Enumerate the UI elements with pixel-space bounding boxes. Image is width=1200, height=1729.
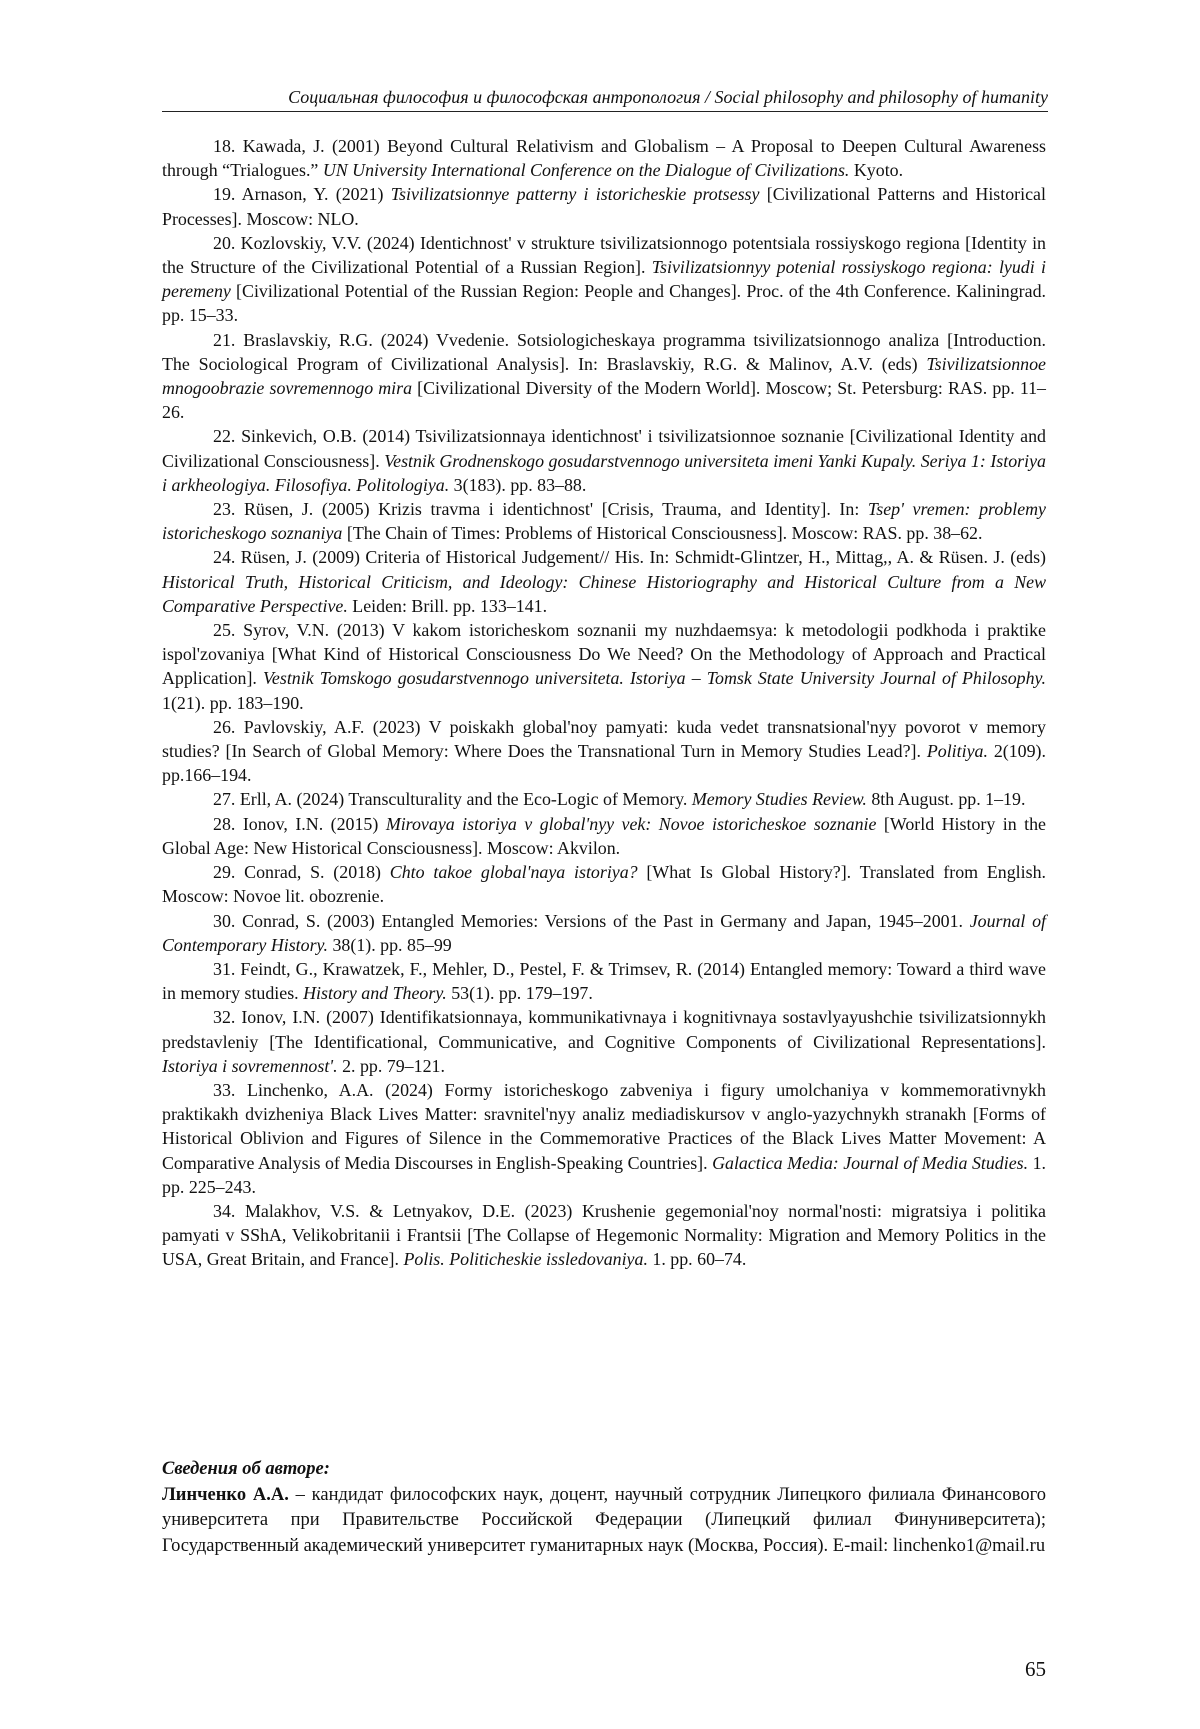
reference-text: 27. Erll, A. (2024) Transculturality and the Eco-Logic of Memory. xyxy=(213,789,692,810)
reference-italic-text: Galactica Media: Journal of Media Studies. xyxy=(712,1152,1029,1173)
reference-text: 29. Conrad, S. (2018) xyxy=(213,862,390,883)
reference-text: 32. Ionov, I.N. (2007) Identifikatsionnaya, kommunikativnaya i kognitivnaya sostavlyayushchie tsivilizatsionnykh predstavleniy [The Identificational, Communicative, and Cognitive Components of Civilizational Representations]. xyxy=(162,1007,1046,1052)
reference-text: 24. Rüsen, J. (2009) Criteria of Historical Judgement// His. In: Schmidt-Glintzer, H., Mittag,, A. & Rüsen. J. (eds) xyxy=(213,547,1046,568)
reference-text: [The Chain of Times: Problems of Historical Consciousness]. Moscow: RAS. pp. 38–62. xyxy=(342,523,983,544)
reference-text: [World History in the Global Age: New Historical Consciousness]. Moscow: Akvilon. xyxy=(162,813,1046,858)
reference-text: 3(183). pp. 83–88. xyxy=(449,474,587,495)
reference-item xyxy=(162,497,1046,545)
author-info-text xyxy=(162,1483,1046,1560)
reference-italic-text: Memory Studies Review. xyxy=(691,789,867,810)
reference-italic-text: Mirovaya istoriya v global'nyy vek: Novoe istoricheskoe soznanie xyxy=(385,813,877,834)
reference-item xyxy=(162,1199,1046,1272)
reference-text: 53(1). pp. 179–197. xyxy=(446,983,593,1004)
reference-text: 19. Arnason, Y. (2021) xyxy=(213,184,391,205)
reference-text: 34. Malakhov, V.S. & Letnyakov, D.E. (2023) Krushenie gegemonial'noy normal'nosti: migratsiya i politika pamyati v SShA, Velikobritanii i Frantsii [The Collapse of Hegemonic Normality: Migration and Memory Politics in the USA, Great Britain, and France]. xyxy=(162,1200,1046,1270)
reference-text: 1(21). pp. 183–190. xyxy=(162,692,304,713)
reference-text: 26. Pavlovskiy, A.F. (2023) V poiskakh global'noy pamyati: kuda vedet transnatsional'nyy povorot v memory studies? [In Search of Global Memory: Where Does the Transnational Turn in Memory Studies Lead?]. xyxy=(162,716,1046,762)
reference-text: 20. Kozlovskiy, V.V. (2024) Identichnost' v strukture tsivilizatsionnogo potentsiala rossiyskogo regiona [Identity in the Structure of the Civilizational Potential of a Russian Region]. xyxy=(162,232,1046,278)
running-header: Социальная философия и философская антропология / Social philosophy and philosophy of humanity xyxy=(162,86,1048,112)
reference-text: 23. Rüsen, J. (2005) Krizis travma i identichnost' [Crisis, Trauma, and Identity]. In: xyxy=(213,499,868,520)
reference-italic-text: Tsep' vremen: problemy istoricheskogo soznaniya xyxy=(162,499,1046,544)
reference-item xyxy=(162,957,1046,1005)
reference-italic-text: Historical Truth, Historical Criticism, and Ideology: Chinese Historiography and Historical Culture from a New Comparative Perspective. xyxy=(162,571,1046,616)
reference-item xyxy=(162,182,1046,230)
reference-text: 38(1). pp. 85–99 xyxy=(328,934,452,955)
reference-item xyxy=(162,787,1046,811)
page-number: 65 xyxy=(1025,1657,1046,1681)
author-info-title: Сведения об авторе: xyxy=(162,1459,330,1479)
reference-item xyxy=(162,618,1046,715)
reference-text: 2. pp. 79–121. xyxy=(337,1055,445,1076)
reference-italic-text: Tsivilizatsionnyy potenial rossiyskogo regiona: lyudi i peremeny xyxy=(162,257,1046,302)
reference-italic-text: Tsivilizatsionnoe mnogoobrazie sovremennogo mira xyxy=(162,353,1046,399)
reference-item xyxy=(162,860,1046,908)
reference-italic-text: Journal of Contemporary History. xyxy=(162,910,1047,955)
reference-item xyxy=(162,909,1046,957)
reference-text: 2(109). pp.166–194. xyxy=(162,741,1046,786)
reference-item xyxy=(162,231,1046,328)
reference-text: 1. pp. 225–243. xyxy=(162,1152,1046,1197)
reference-text: 8th August. pp. 1–19. xyxy=(866,789,1026,810)
reference-item xyxy=(162,812,1046,860)
reference-italic-text: Vestnik Tomskogo gosudarstvennogo universiteta. Istoriya – Tomsk State University Journal of Philosophy. xyxy=(262,668,1046,689)
reference-text: 21. Braslavskiy, R.G. (2024) Vvedenie. Sotsiologicheskaya programma tsivilizatsionnogo analiza [Introduction. The Sociological Program of Civilizational Analysis]. In: Braslavskiy, R.G. & Malinov, A.V. (eds) xyxy=(162,329,1046,374)
reference-italic-text: History and Theory. xyxy=(303,983,447,1004)
reference-item xyxy=(162,424,1046,497)
reference-text: 28. Ionov, I.N. (2015) xyxy=(213,813,386,834)
reference-text: 33. Linchenko, A.A. (2024) Formy istoricheskogo zabveniya i figury umolchaniya v kommemorativnykh praktikakh dvizheniya Black Lives Matter: sravnitel'nyy analiz mediadiskursov v anglo-yazychnykh stranakh [Forms of Historical Oblivion and Figures of Silence in the Commemorative Practices of the Black Lives Matter Movement: A Comparative Analysis of Media Discourses in English-Speaking Countries]. xyxy=(162,1079,1046,1173)
reference-text: 1. pp. 60–74. xyxy=(647,1249,747,1270)
reference-italic-text: UN University International Conference on the Dialogue of Civilizations. xyxy=(322,160,850,181)
reference-text: 22. Sinkevich, O.B. (2014) Tsivilizatsionnaya identichnost' i tsivilizatsionnoe soznanie [Civilizational Identity and Civilizational Consciousness]. xyxy=(162,426,1046,471)
reference-text: [Civilizational Patterns and Historical Processes]. Moscow: NLO. xyxy=(162,184,1046,229)
reference-italic-text: Tsivilizatsionnye patterny i istoricheskie protsessy xyxy=(390,184,760,205)
reference-item xyxy=(162,134,1046,182)
reference-text: Leiden: Brill. pp. 133–141. xyxy=(347,595,548,616)
reference-italic-text: Polis. Politicheskie issledovaniya. xyxy=(403,1249,648,1270)
reference-italic-text: Istoriya i sovremennost'. xyxy=(162,1055,338,1076)
reference-item xyxy=(162,545,1046,618)
reference-text: Kyoto. xyxy=(849,160,904,181)
reference-italic-text: Vestnik Grodnenskogo gosudarstvennogo universiteta imeni Yanki Kupaly. Seriya 1: Istoriya i arkheologiya. Filosofiya. Politologiya. xyxy=(162,450,1046,495)
author-name: Линченко А.А. xyxy=(162,1484,289,1505)
author-description: – кандидат философских наук, доцент, научный сотрудник Липецкого филиала Финансового университета при Правительстве Российской Федерации (Липецкий филиал Финуниверситета); Государственный академический университет гуманитарных наук (Москва, Россия). E-mail: linchenko1@mail.ru xyxy=(162,1484,1046,1556)
reference-list xyxy=(162,134,1046,1272)
reference-text: 18. Kawada, J. (2001) Beyond Cultural Relativism and Globalism – A Proposal to Deepen Cultural Awareness through “Trialogues.” xyxy=(162,136,1046,181)
reference-text: 25. Syrov, V.N. (2013) V kakom istoricheskom soznanii my nuzhdaemsya: k metodologii podkhoda i praktike ispol'zovaniya [What Kind of Historical Consciousness Do We Need? On the Methodology of Approach and Practical Application]. xyxy=(162,620,1046,689)
reference-text: 30. Conrad, S. (2003) Entangled Memories: Versions of the Past in Germany and Japan, 1945–2001. xyxy=(213,910,970,931)
reference-text: 31. Feindt, G., Krawatzek, F., Mehler, D., Pestel, F. & Trimsev, R. (2014) Entangled memory: Toward a third wave in memory studies. xyxy=(162,958,1046,1004)
reference-item xyxy=(162,1005,1046,1078)
reference-italic-text: Chto takoe global'naya istoriya? xyxy=(389,862,638,883)
reference-text: [Civilizational Potential of the Russian Region: People and Changes]. Proc. of the 4th Conference. Kaliningrad. pp. 15–33. xyxy=(162,281,1046,326)
reference-item xyxy=(162,715,1046,788)
reference-italic-text: Politiya. xyxy=(926,741,988,762)
reference-text: [Civilizational Diversity of the Modern World]. Moscow; St. Petersburg: RAS. pp. 11–26. xyxy=(162,378,1046,423)
reference-item xyxy=(162,328,1046,425)
reference-item xyxy=(162,1078,1046,1199)
reference-text: [What Is Global History?]. Translated from English. Moscow: Novoe lit. obozrenie. xyxy=(162,862,1046,907)
author-info xyxy=(162,1457,1046,1559)
